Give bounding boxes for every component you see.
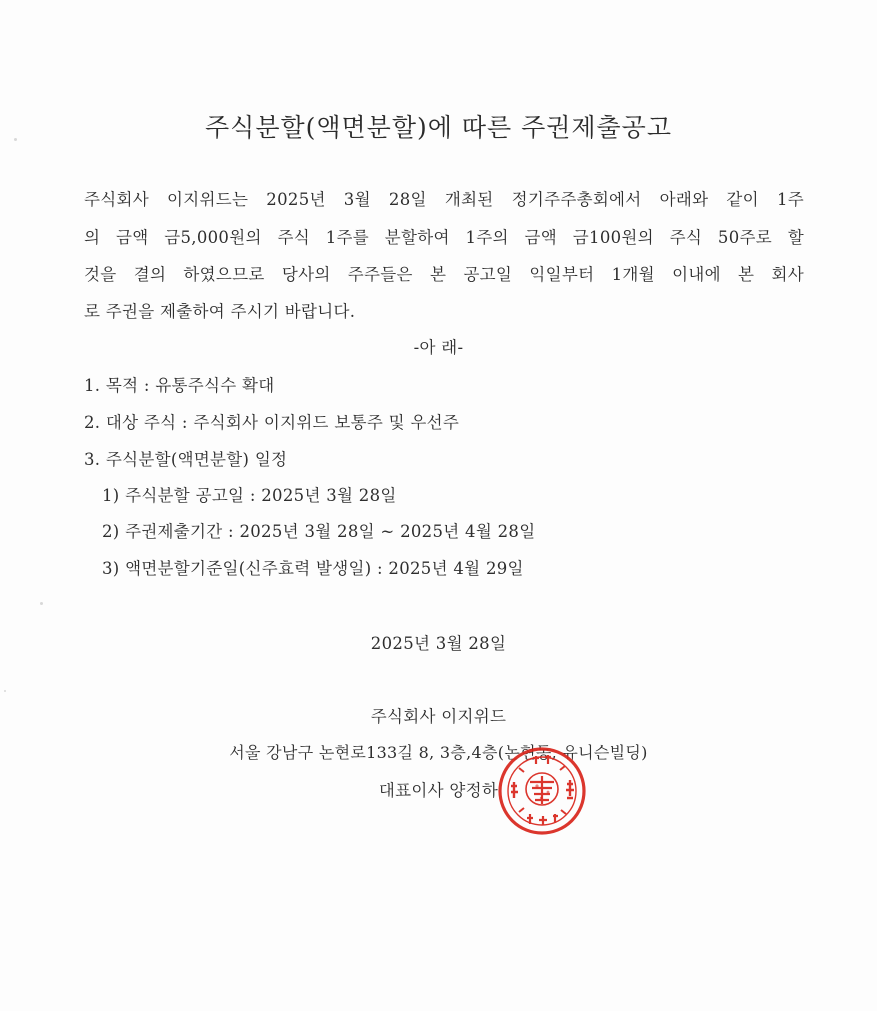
document-title: 주식분할(액면분할)에 따른 주권제출공고 (205, 113, 672, 142)
scan-speck (40, 602, 43, 605)
notice-date: 2025년 3월 28일 (370, 634, 507, 653)
intro-line-2: 의 금액 금5,000원의 주식 1주를 분할하여 1주의 금액 금100원의 주식 50주로 할 (84, 228, 804, 247)
item-schedule-heading: 3. 주식분할(액면분할) 일정 (84, 450, 288, 469)
schedule-announcement-date: 1) 주식분할 공고일 : 2025년 3월 28일 (102, 486, 397, 505)
scan-speck (4, 690, 6, 692)
intro-line-3: 것을 결의 하였으므로 당사의 주주들은 본 공고일 익일부터 1개월 이내에 본 회사 (84, 265, 804, 284)
schedule-record-date: 3) 액면분할기준일(신주효력 발생일) : 2025년 4월 29일 (102, 559, 524, 578)
company-address: 서울 강남구 논현로133길 8, 3층,4층(논현동, 유니슨빌딩) (229, 743, 648, 762)
company-seal-stamp (497, 746, 587, 836)
representative-name: 대표이사 양정하 (378, 781, 499, 800)
intro-line-4: 로 주권을 제출하여 주시기 바랍니다. (84, 302, 356, 321)
scan-speck (14, 138, 17, 141)
item-purpose: 1. 목적 : 유통주식수 확대 (84, 376, 275, 395)
intro-line-1: 주식회사 이지위드는 2025년 3월 28일 개최된 정기주주총회에서 아래와 같이 1주 (84, 190, 804, 209)
schedule-submission-period: 2) 주권제출기간 : 2025년 3월 28일 ~ 2025년 4월 28일 (102, 522, 536, 541)
below-marker: -아 래- (413, 338, 464, 357)
item-target-shares: 2. 대상 주식 : 주식회사 이지위드 보통주 및 우선주 (84, 413, 460, 432)
company-name: 주식회사 이지위드 (370, 707, 507, 726)
